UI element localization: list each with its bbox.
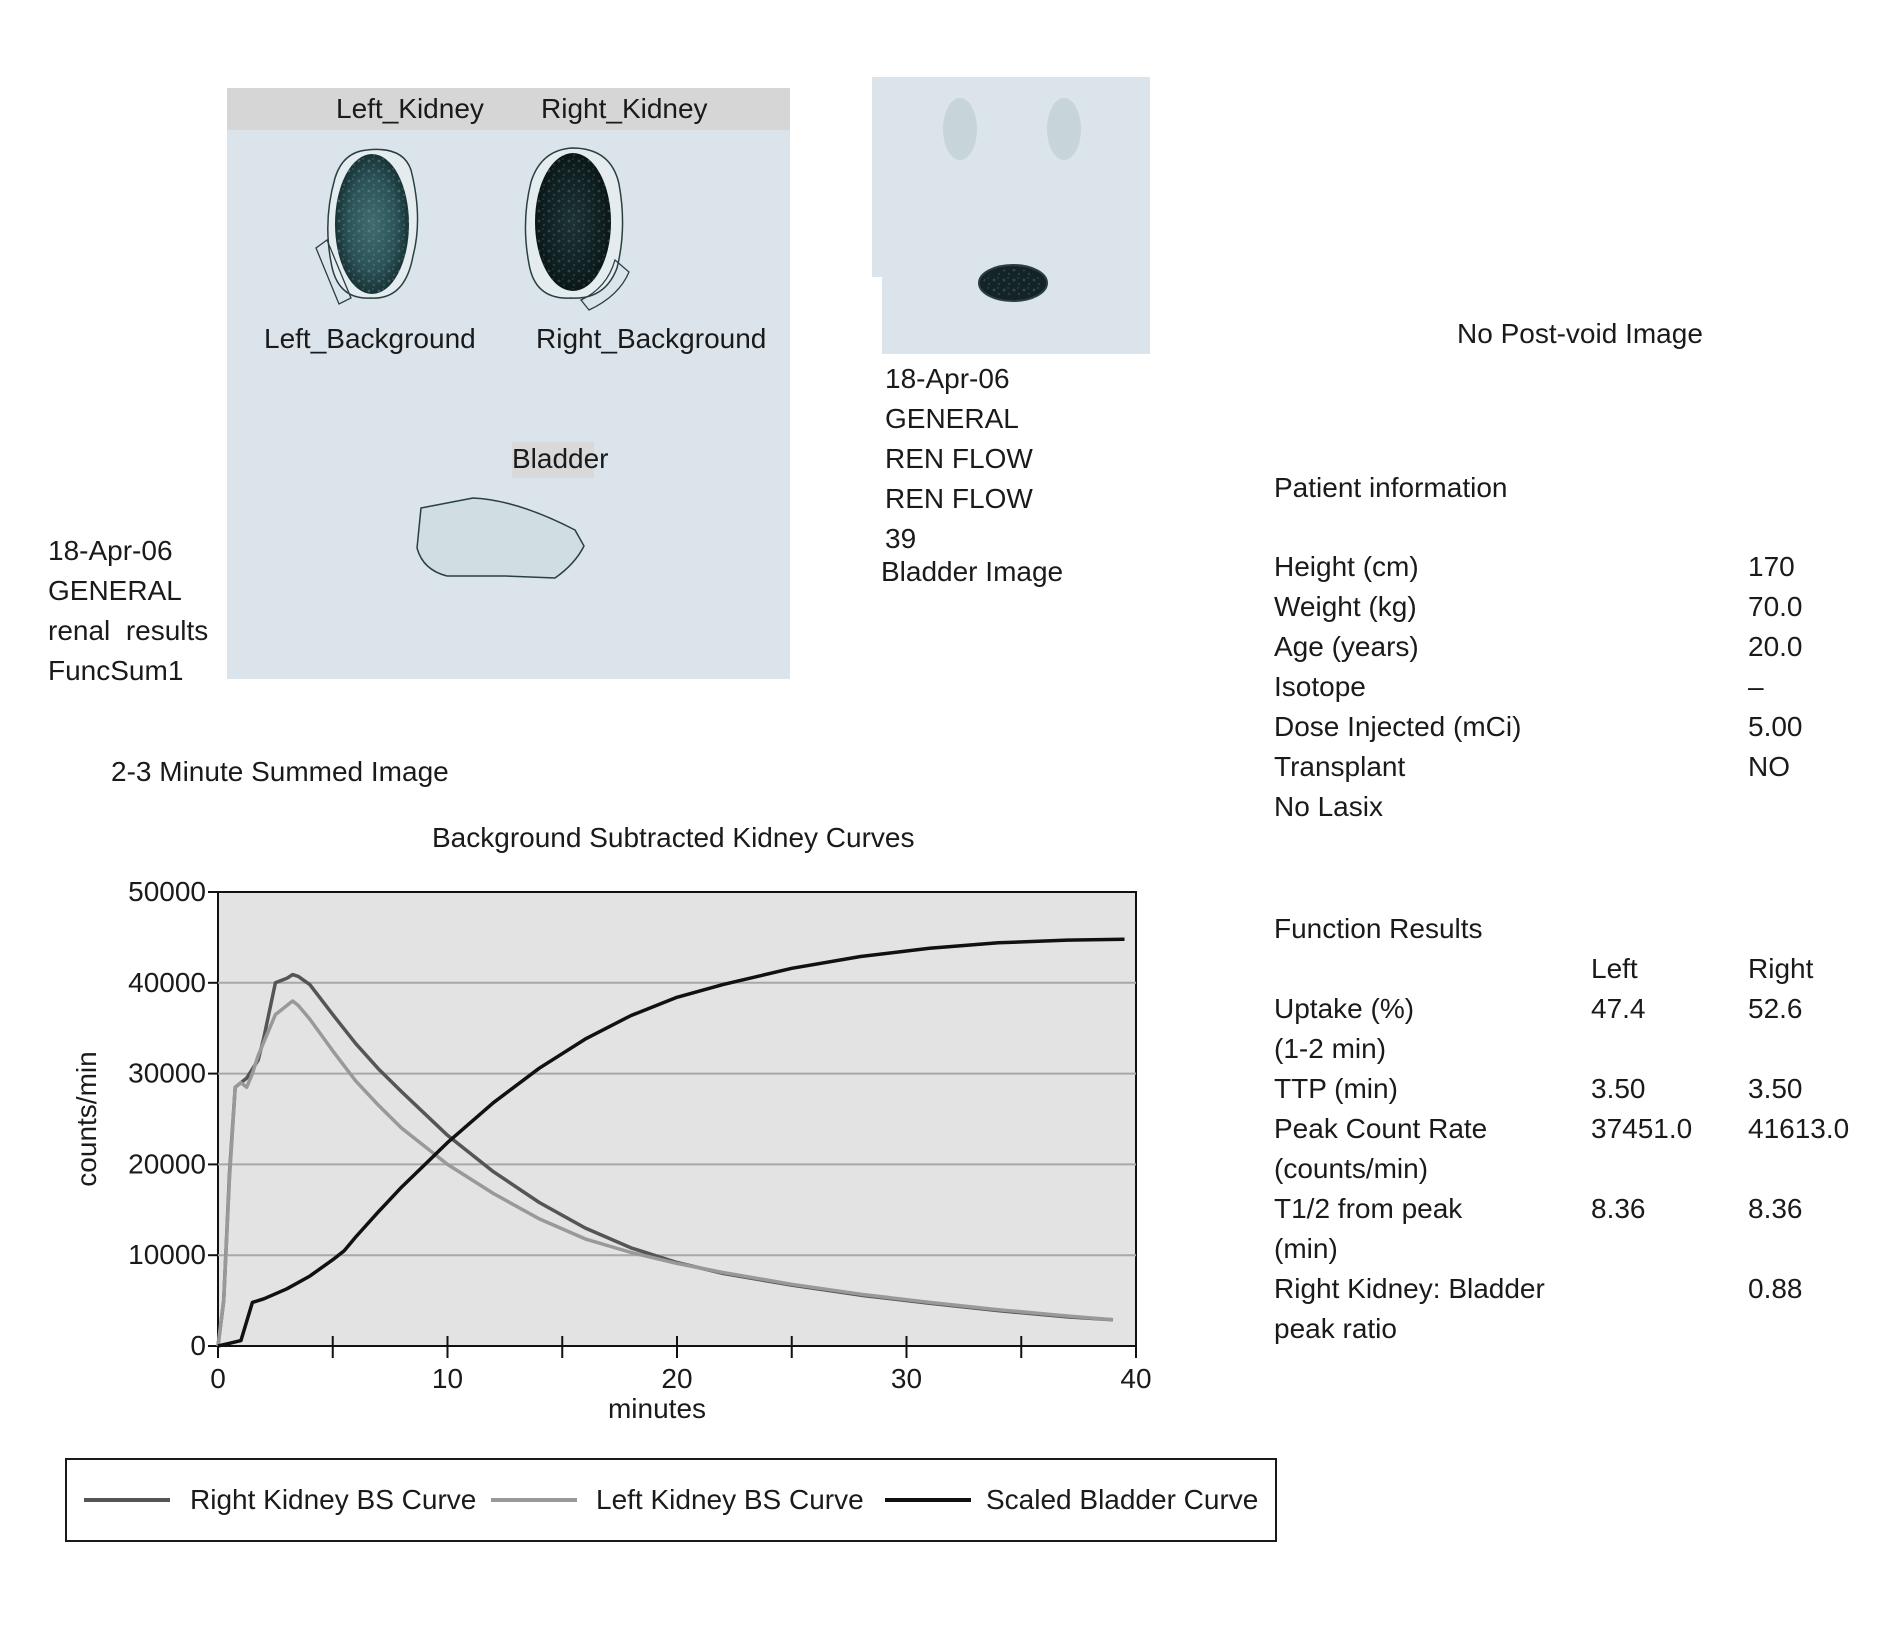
bladder-info-protocol: REN FLOW xyxy=(885,443,1033,474)
plot-area xyxy=(218,892,1136,1346)
function-label: TTP (min) xyxy=(1274,1073,1398,1104)
patient-info-table xyxy=(1274,547,1834,837)
left-info-date: 18-Apr-06 xyxy=(48,535,173,566)
y-tick-label: 10000 xyxy=(128,1239,206,1271)
right-background-label: Right_Background xyxy=(536,323,767,354)
patient-value: – xyxy=(1748,671,1764,702)
function-label: peak ratio xyxy=(1274,1313,1397,1344)
patient-label: Height (cm) xyxy=(1274,551,1419,582)
function-right-value: 8.36 xyxy=(1748,1193,1803,1224)
function-label: (1-2 min) xyxy=(1274,1033,1387,1064)
bladder-image-left-kidney xyxy=(943,98,977,160)
right-kidney-label: Right_Kidney xyxy=(541,93,708,124)
patient-row-transplant xyxy=(1274,747,1405,787)
patient-value: 5.00 xyxy=(1748,711,1803,742)
chart-legend xyxy=(65,1458,1277,1542)
legend-label-bladder: Scaled Bladder Curve xyxy=(986,1484,1259,1515)
function-right-value: 52.6 xyxy=(1748,993,1803,1024)
function-left-value: 47.4 xyxy=(1591,993,1646,1024)
patient-label: Transplant xyxy=(1274,751,1406,782)
function-col-left-header: Left xyxy=(1591,953,1638,984)
bladder-info-protocol-2: REN FLOW xyxy=(885,483,1033,514)
summed-image-caption: 2-3 Minute Summed Image xyxy=(111,756,449,787)
patient-label: Weight (kg) xyxy=(1274,591,1417,622)
function-label: Uptake (%) xyxy=(1274,993,1415,1024)
patient-row-dose xyxy=(1274,707,1521,747)
function-right-value: 41613.0 xyxy=(1748,1113,1850,1144)
function-left-value: 8.36 xyxy=(1591,1193,1646,1224)
x-axis-label: minutes xyxy=(607,1393,707,1424)
y-tick-label: 30000 xyxy=(128,1057,206,1089)
patient-row-isotope xyxy=(1274,667,1366,707)
legend-swatch-bladder xyxy=(885,1498,971,1502)
kidney-curves-chart xyxy=(0,870,1200,1430)
left-background-label: Left_Background xyxy=(264,323,476,354)
x-tick-label: 0 xyxy=(210,1363,226,1394)
bladder-image-caption: Bladder Image xyxy=(881,556,1064,587)
function-right-value: 3.50 xyxy=(1748,1073,1803,1104)
function-row xyxy=(1274,1269,1545,1309)
chart-title: Background Subtracted Kidney Curves xyxy=(432,822,915,853)
bladder-info-study: GENERAL xyxy=(885,403,1019,434)
patient-label: Isotope xyxy=(1274,671,1366,702)
function-label: T1/2 from peak xyxy=(1274,1193,1463,1224)
function-left-value: 3.50 xyxy=(1591,1073,1646,1104)
y-tick-label: 40000 xyxy=(128,966,206,998)
bladder-label: Bladder xyxy=(512,443,609,474)
function-right-value: 0.88 xyxy=(1748,1273,1803,1304)
function-label: (counts/min) xyxy=(1274,1153,1429,1184)
left-info-protocol: renal results xyxy=(48,615,209,646)
patient-row-age xyxy=(1274,627,1419,667)
function-label: Right Kidney: Bladder xyxy=(1274,1273,1545,1304)
y-tick-label: 50000 xyxy=(128,876,206,907)
left-info-study: GENERAL xyxy=(48,575,182,606)
post-void-text: No Post-void Image xyxy=(1457,318,1703,349)
patient-label: Dose Injected (mCi) xyxy=(1274,711,1522,742)
function-results-title: Function Results xyxy=(1274,913,1483,944)
left-kidney-label: Left_Kidney xyxy=(336,93,484,124)
legend-swatch-right-kidney xyxy=(84,1498,170,1502)
function-row xyxy=(1274,989,1414,1029)
bladder-roi xyxy=(417,498,584,578)
y-axis-label: counts/min xyxy=(71,1051,102,1187)
legend-label-left-kidney: Left Kidney BS Curve xyxy=(596,1484,864,1515)
bladder-info-frame: 39 xyxy=(885,523,917,554)
function-col-right-header: Right xyxy=(1748,953,1814,984)
patient-row-weight xyxy=(1274,587,1417,627)
function-row xyxy=(1274,1069,1398,1109)
bladder-image-right-kidney xyxy=(1047,98,1081,160)
x-tick-label: 10 xyxy=(431,1363,464,1394)
patient-value: 70.0 xyxy=(1748,591,1803,622)
y-tick-label: 20000 xyxy=(128,1148,206,1180)
y-tick-label: 0 xyxy=(190,1330,206,1361)
function-row xyxy=(1274,1309,1397,1349)
x-tick-label: 20 xyxy=(661,1363,693,1394)
patient-row-lasix xyxy=(1274,787,1383,827)
function-row xyxy=(1274,1189,1462,1229)
x-tick-label: 40 xyxy=(1120,1363,1152,1394)
bladder-image-svg xyxy=(872,77,1150,354)
function-row xyxy=(1274,1029,1386,1069)
patient-info-title: Patient information xyxy=(1274,472,1508,503)
patient-label: No Lasix xyxy=(1274,791,1383,822)
bladder-info-date: 18-Apr-06 xyxy=(885,363,1010,394)
function-row xyxy=(1274,1109,1487,1149)
patient-value: 170 xyxy=(1748,551,1795,582)
function-results-table xyxy=(1274,989,1864,1351)
legend-swatch-left-kidney xyxy=(491,1498,577,1502)
function-label: (min) xyxy=(1274,1233,1338,1264)
x-tick-label: 30 xyxy=(890,1363,923,1394)
patient-value: 20.0 xyxy=(1748,631,1803,662)
left-info-series: FuncSum1 xyxy=(48,655,184,686)
function-left-value: 37451.0 xyxy=(1591,1113,1693,1144)
summed-image-svg xyxy=(227,88,790,679)
function-row xyxy=(1274,1229,1338,1269)
patient-label: Age (years) xyxy=(1274,631,1419,662)
function-label: Peak Count Rate xyxy=(1274,1113,1488,1144)
patient-row-height xyxy=(1274,547,1419,587)
function-row xyxy=(1274,1149,1428,1189)
patient-value: NO xyxy=(1748,751,1790,782)
legend-label-right-kidney: Right Kidney BS Curve xyxy=(190,1484,477,1515)
